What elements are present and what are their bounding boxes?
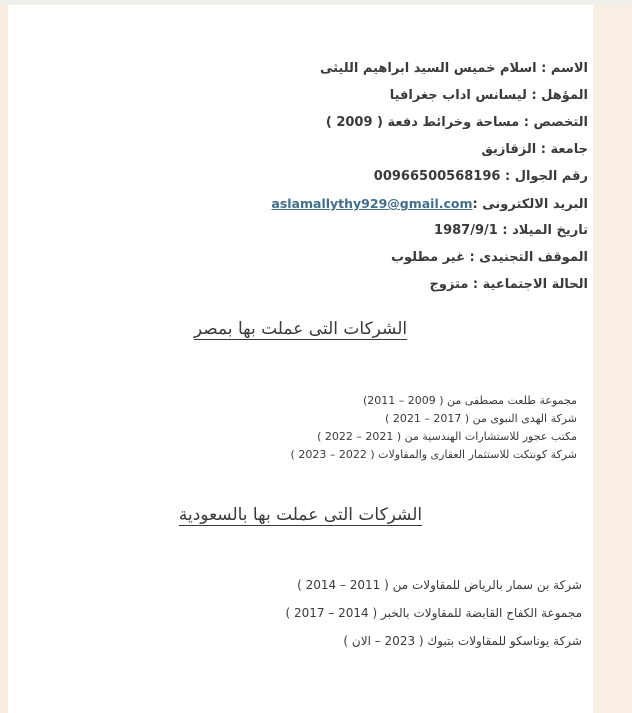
saudi-company-line: شركة يوناسكو للمقاولات بتبوك ( 2023 – الان ): [343, 634, 582, 648]
left-margin-strip: [0, 0, 8, 713]
email-label: البريد الالكترونى :: [472, 197, 588, 212]
saudi-company-line: مجموعة الكفاح القابضة للمقاولات بالخبر ( 2014 – 2017 ): [285, 606, 582, 620]
military-status-line: الموقف التجنيدى : غير مطلوب: [390, 250, 588, 265]
right-margin-strip: [593, 0, 632, 713]
saudi-section-heading: الشركات التى عملت بها بالسعودية: [178, 505, 423, 525]
top-edge-strip: [0, 0, 632, 5]
birth-date-line: تاريخ الميلاد : 1987/9/1: [434, 223, 588, 238]
personal-info-section: [60, 55, 588, 298]
saudi-company-line: شركة بن سمار بالرياض للمقاولات من ( 2011 – 2014 ): [297, 578, 582, 592]
egypt-company-line: شركة الهدى النبوى من ( 2017 – 2021 ): [385, 412, 577, 425]
specialization-line: التخصص : مساحة وخرائط دفعة ( 2009 ): [325, 115, 588, 130]
saudi-companies-list: [285, 571, 582, 655]
email-line: [60, 190, 588, 217]
egypt-section-heading: الشركات التى عملت بها بمصر: [193, 319, 408, 339]
university-line: جامعة : الزقازيق: [481, 142, 588, 157]
egypt-company-line: مكتب عجور للاستشارات الهندسية من ( 2021 – 2022 ): [317, 430, 577, 443]
mobile-line: رقم الجوال : 00966500568196: [373, 169, 588, 184]
name-line: الاسم : اسلام خميس السيد ابراهيم الليثى: [319, 61, 588, 76]
marital-status-line: الحالة الاجتماعية : متزوج: [429, 277, 588, 292]
egypt-company-line: شركة كونتكت للاستثمار العقارى والمقاولات ( 2022 – 2023 ): [290, 448, 577, 461]
egypt-companies-list: [291, 392, 577, 464]
email-link[interactable]: aslamallythy929@gmail.com: [271, 196, 473, 211]
egypt-company-line: مجموعة طلعت مصطفى من ( 2009 – 2011): [362, 394, 577, 407]
qualification-line: المؤهل : ليسانس اداب جغرافيا: [389, 88, 588, 103]
